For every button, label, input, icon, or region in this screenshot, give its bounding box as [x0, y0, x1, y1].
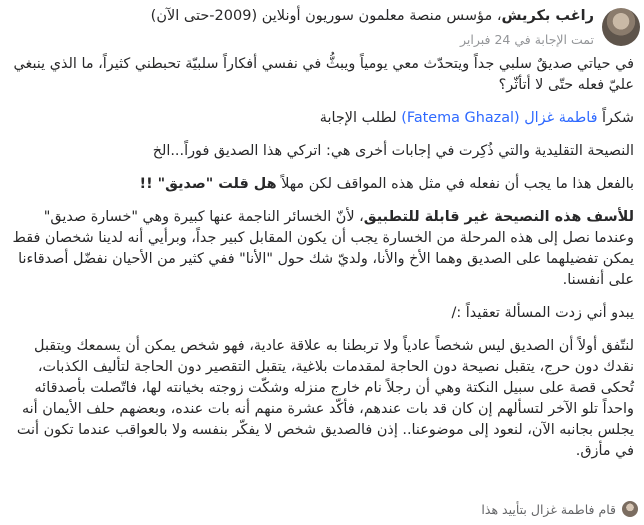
answer-paragraph-question: في حياتي صديقٌ سلبي جداً ويتحدّث معي يومياً ويبثُّ في نفسي أفكاراً سلبيّة تحبطني كثيراً، ما الذي ينبغي عليّ فعله حتّى لا أتأثّر؟ — [13, 56, 634, 93]
user-mention-link[interactable]: فاطمة غزال (Fatema Ghazal) — [401, 110, 598, 126]
thanks-prefix: شكراً — [597, 110, 634, 126]
author-avatar[interactable] — [602, 8, 640, 46]
answer-paragraph-complicated: يبدو أني زدت المسألة تعقيداً :/ — [451, 305, 634, 321]
answer-header — [10, 6, 640, 48]
answer-paragraph-thanks — [10, 108, 634, 129]
unfortunately-text: ، لأنّ الخسائر الناجمة عنها كبيرة وهي "خسارة صديق" وعندما نصل إلى هذه المرحلة من الخسارة يجب أن يكون المقابل كبير جداً، وبرأيي أنه لدينا شخصان فقط يمكن تفضيلهما على الصديق وهما الأخ والأنا، ولديّ شك حول "الأنا" ففي كثير من الأحيان نفضّل أصدقاءنا على أنفسنا. — [12, 209, 634, 288]
but-wait-text: بالفعل هذا ما يجب أن نفعله في مثل هذه المواقف لكن مهلاً — [276, 176, 634, 192]
author-line — [151, 8, 594, 24]
author-credential: ، مؤسس منصة معلمون سوريون أونلاين (2009-حتى الآن) — [150, 8, 502, 24]
upvote-footer[interactable] — [481, 498, 638, 520]
upvoter-avatar — [622, 501, 638, 517]
but-wait-bold: هل قلت "صديق" !! — [139, 176, 277, 192]
upvote-text[interactable]: قام فاطمة غزال بتأييد هذا — [481, 501, 616, 517]
answer-paragraph-traditional-advice: النصيحة التقليدية والتي ذُكِرت في إجابات أخرى هي: اتركي هذا الصديق فوراً...الخ — [152, 143, 634, 159]
unfortunately-bold: للأسف هذه النصيحة غير قابلة للتطبيق — [363, 209, 634, 225]
answer-body — [10, 54, 634, 474]
author-name[interactable]: راغب بكريش — [501, 8, 594, 24]
thanks-suffix: لطلب الإجابة — [319, 110, 402, 126]
answer-paragraph-but-wait — [10, 174, 634, 195]
answer-paragraph-friend-definition: لنتّفق أولاً أن الصديق ليس شخصاً عادياً ولا تربطنا به علاقة عادية، فهو شخص يمكن أن يسمعك ويتقبل نقدك دون حرج، يتقبل نصيحة دون الحاجة لمقدمات بلاغية، يتقبل التقصير دون الحاجة لتأليف الكذبات، تُحكى قصة على سبيل النكتة وهي أن رجلاً نام خارج منزله وشكّت زوجته بخيانته لها، فاتّصلت بأصدقائه واحداً تلو الآخر لتسألهم إن كان قد بات عندهم، فأكّد عشرة منهم أنه بات عنده، وبعضهم حلف الأيمان أنه يجلس بجانبه الآن، لنعود إلى موضوعنا.. إذن فالصديق شخص لا يفكّر بنفسه ولا بالعواقب عندما تكون أنت في مأزق. — [16, 338, 634, 459]
answered-date[interactable]: تمت الإجابة في 24 فبراير — [460, 32, 594, 47]
answer-paragraph-unfortunately — [10, 207, 634, 291]
